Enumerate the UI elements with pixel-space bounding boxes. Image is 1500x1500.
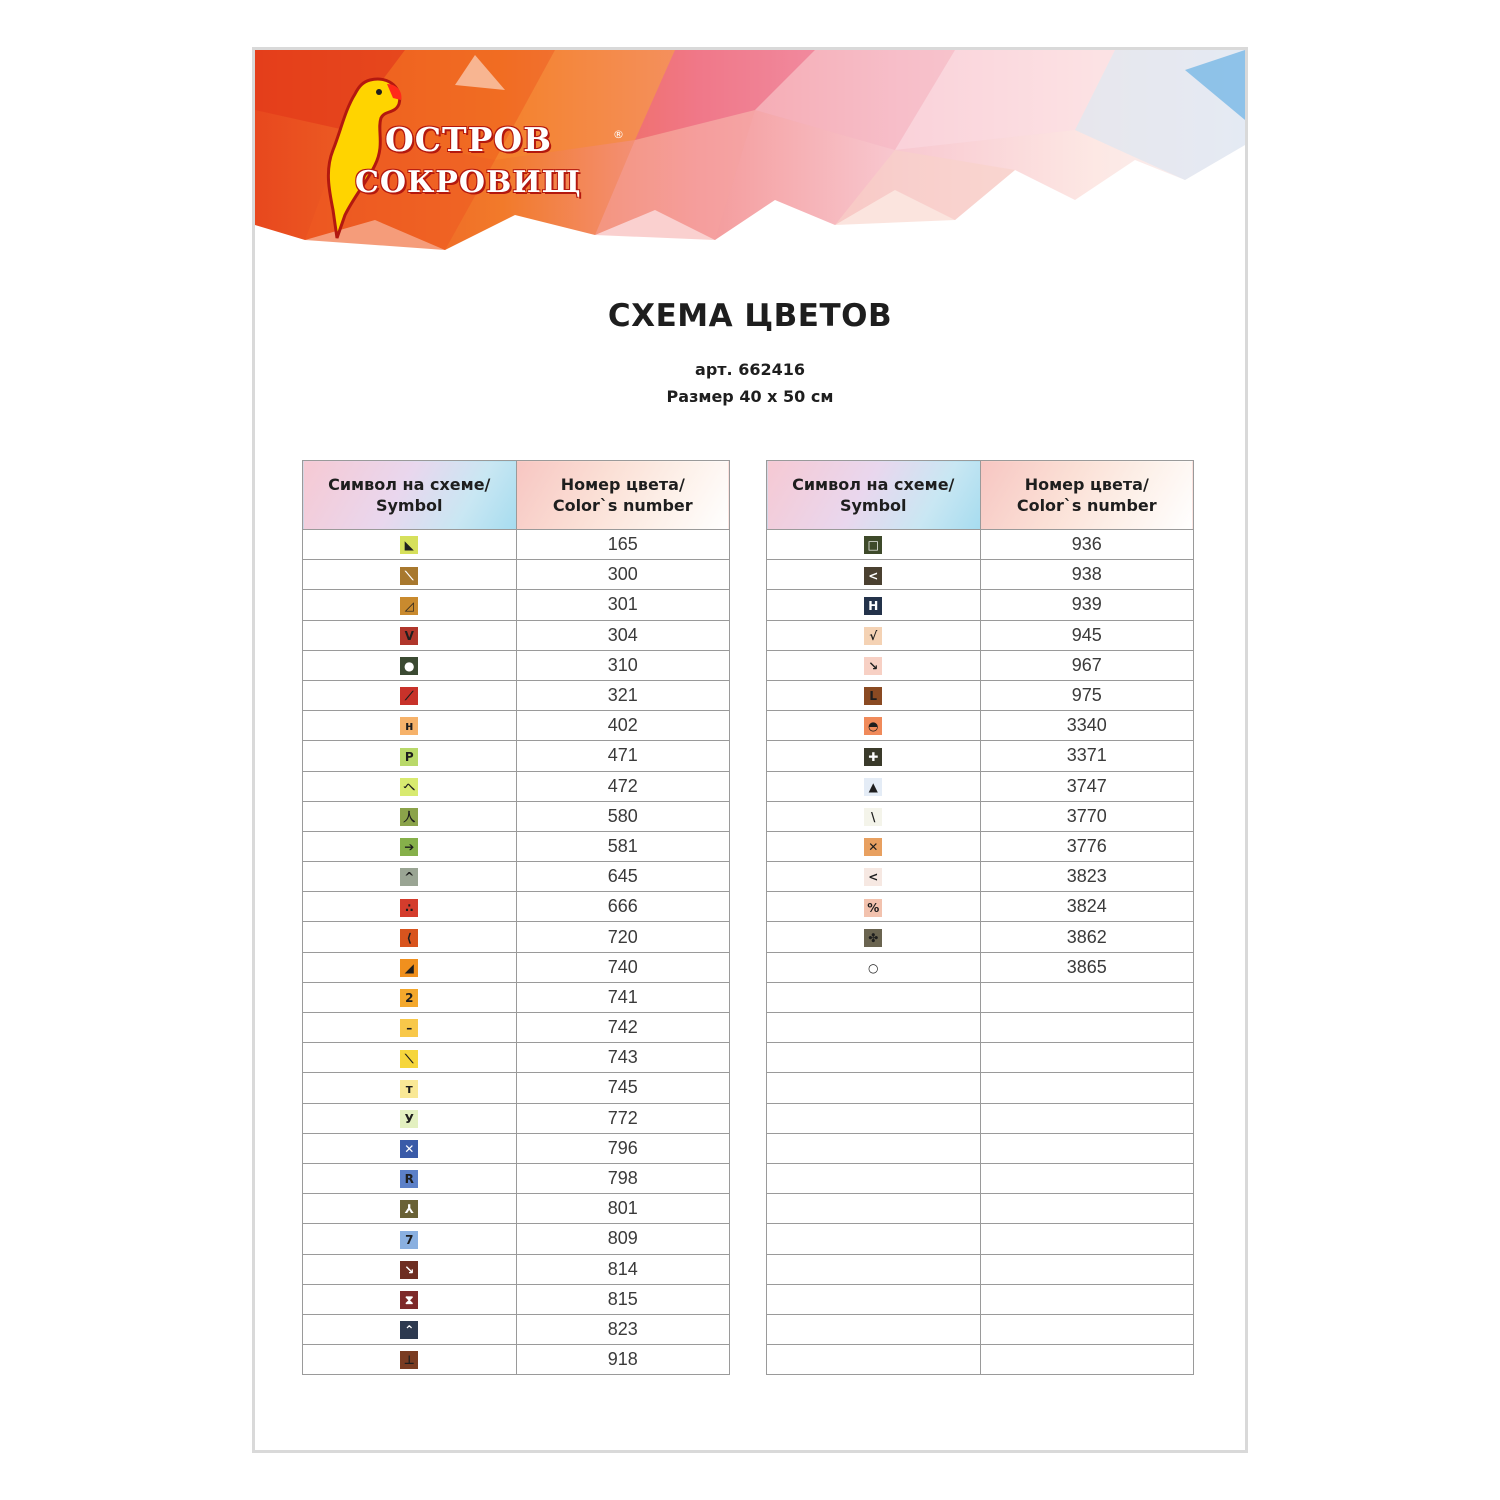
table-row (767, 1194, 1194, 1224)
color-number-cell: 918 (516, 1345, 730, 1375)
color-number-cell: 402 (516, 711, 730, 741)
table-row (303, 590, 730, 620)
color-swatch: ⌃ (400, 1321, 418, 1339)
table-row (303, 982, 730, 1012)
color-swatch: L (864, 687, 882, 705)
color-number-cell: 310 (516, 650, 730, 680)
color-number-cell (980, 1194, 1194, 1224)
symbol-cell (303, 862, 517, 892)
symbol-cell (303, 620, 517, 650)
color-number-cell: 3371 (980, 741, 1194, 771)
table-row (767, 1133, 1194, 1163)
table-row (303, 831, 730, 861)
symbol-cell (303, 922, 517, 952)
color-number-cell (980, 1133, 1194, 1163)
color-number-cell: 300 (516, 560, 730, 590)
table-row (303, 1103, 730, 1133)
table-row (303, 650, 730, 680)
table-row (767, 1314, 1194, 1344)
table-row (303, 862, 730, 892)
symbol-cell (303, 1284, 517, 1314)
table-row (303, 1163, 730, 1193)
table-row (767, 711, 1194, 741)
color-number-cell: 3747 (980, 771, 1194, 801)
symbol-cell (303, 1043, 517, 1073)
color-number-cell: 3776 (980, 831, 1194, 861)
symbol-cell (303, 831, 517, 861)
legend-sheet (252, 47, 1248, 1453)
color-number-cell: 745 (516, 1073, 730, 1103)
color-number-cell: 321 (516, 680, 730, 710)
symbol-cell (303, 1013, 517, 1043)
table-row (767, 771, 1194, 801)
color-number-cell: 645 (516, 862, 730, 892)
page-title: СХЕМА ЦВЕТОВ (607, 298, 893, 334)
brand-logo (315, 70, 635, 250)
symbol-cell (303, 1254, 517, 1284)
color-number-cell: 796 (516, 1133, 730, 1163)
color-number-cell (980, 1254, 1194, 1284)
header-number-ru: Номер цвета/ (1024, 475, 1149, 494)
table-row (767, 1284, 1194, 1314)
symbol-cell (303, 711, 517, 741)
color-swatch: ⟍ (400, 1050, 418, 1068)
symbol-cell (767, 952, 981, 982)
header-number-en: Color`s number (1016, 496, 1157, 515)
color-swatch: < (864, 567, 882, 585)
symbol-cell (767, 650, 981, 680)
color-number-cell: 938 (980, 560, 1194, 590)
color-swatch: \ (864, 808, 882, 826)
header-symbol (767, 461, 981, 530)
symbol-cell (303, 1103, 517, 1133)
color-swatch: H (864, 597, 882, 615)
color-swatch: ∴ (400, 899, 418, 917)
symbol-cell (303, 1163, 517, 1193)
table-row (303, 1345, 730, 1375)
legend-table-left (302, 460, 730, 1375)
table-row (303, 892, 730, 922)
color-number-cell: 939 (980, 590, 1194, 620)
symbol-cell (767, 1073, 981, 1103)
color-number-cell: 301 (516, 590, 730, 620)
symbol-cell (767, 1013, 981, 1043)
table-row (303, 1073, 730, 1103)
color-number-cell: 936 (980, 530, 1194, 560)
color-swatch: 7 (400, 1231, 418, 1249)
symbol-cell (303, 1345, 517, 1375)
table-row (303, 1314, 730, 1344)
color-swatch: ⊥ (400, 1351, 418, 1369)
color-swatch: 人 (400, 808, 418, 826)
symbol-cell (303, 680, 517, 710)
table-row (303, 1043, 730, 1073)
table-row (767, 1043, 1194, 1073)
article-number: арт. 662416 (695, 360, 805, 379)
color-swatch: V (400, 627, 418, 645)
color-number-cell: 3340 (980, 711, 1194, 741)
color-number-cell: 801 (516, 1194, 730, 1224)
color-number-cell: 798 (516, 1163, 730, 1193)
color-swatch: ✤ (864, 929, 882, 947)
color-number-cell (980, 1345, 1194, 1375)
color-number-cell (980, 1284, 1194, 1314)
legend-table-right (766, 460, 1194, 1375)
color-number-cell: 945 (980, 620, 1194, 650)
table-row (303, 952, 730, 982)
color-swatch: ◢ (400, 959, 418, 977)
color-number-cell (980, 1073, 1194, 1103)
color-number-cell: 772 (516, 1103, 730, 1133)
color-number-cell: 3865 (980, 952, 1194, 982)
color-number-cell: 666 (516, 892, 730, 922)
color-number-cell (980, 1163, 1194, 1193)
color-swatch: ➔ (400, 838, 418, 856)
table-row (303, 530, 730, 560)
color-swatch: ○ (864, 959, 882, 977)
symbol-cell (303, 590, 517, 620)
symbol-cell (303, 801, 517, 831)
table-row (303, 1284, 730, 1314)
color-swatch: □ (864, 536, 882, 554)
color-number-cell (980, 1224, 1194, 1254)
table-row (767, 831, 1194, 861)
color-swatch: ⟍ (400, 567, 418, 585)
brand-line2: СОКРОВИЩ (355, 165, 582, 200)
table-row (303, 1254, 730, 1284)
table-row (303, 741, 730, 771)
symbol-cell (767, 831, 981, 861)
symbol-cell (767, 1194, 981, 1224)
color-swatch: ✚ (864, 748, 882, 766)
table-row (767, 952, 1194, 982)
symbol-cell (767, 560, 981, 590)
symbol-cell (767, 1043, 981, 1073)
header-symbol-en: Symbol (375, 496, 443, 515)
table-row (767, 1103, 1194, 1133)
symbol-cell (767, 922, 981, 952)
table-row (303, 1013, 730, 1043)
table-row (767, 982, 1194, 1012)
table-row (767, 922, 1194, 952)
table-row (767, 1345, 1194, 1375)
header-symbol-en: Symbol (839, 496, 907, 515)
table-row (303, 922, 730, 952)
symbol-cell (303, 560, 517, 590)
symbol-cell (303, 1133, 517, 1163)
color-swatch: < (864, 868, 882, 886)
header-number (516, 461, 730, 530)
table-row (303, 1224, 730, 1254)
header-symbol (303, 461, 517, 530)
color-swatch: ◿ (400, 597, 418, 615)
color-number-cell: 304 (516, 620, 730, 650)
color-number-cell: 809 (516, 1224, 730, 1254)
color-swatch: ^ (400, 868, 418, 886)
symbol-cell (303, 650, 517, 680)
canvas-size: Размер 40 x 50 см (666, 387, 834, 406)
color-swatch: R (400, 1170, 418, 1188)
color-swatch: У (400, 1110, 418, 1128)
symbol-cell (767, 711, 981, 741)
color-number-cell: 740 (516, 952, 730, 982)
color-number-cell: 3823 (980, 862, 1194, 892)
color-number-cell: 743 (516, 1043, 730, 1073)
table-row (767, 560, 1194, 590)
color-swatch: √ (864, 627, 882, 645)
table-row (767, 801, 1194, 831)
symbol-cell (303, 771, 517, 801)
color-number-cell (980, 1043, 1194, 1073)
table-row (303, 560, 730, 590)
symbol-cell (767, 1314, 981, 1344)
symbol-cell (303, 741, 517, 771)
symbol-cell (303, 1073, 517, 1103)
table-row (767, 1073, 1194, 1103)
symbol-cell (303, 952, 517, 982)
symbol-cell (767, 1345, 981, 1375)
symbol-cell (767, 1224, 981, 1254)
symbol-cell (767, 801, 981, 831)
table-row (303, 801, 730, 831)
color-number-cell: 165 (516, 530, 730, 560)
color-number-cell: 823 (516, 1314, 730, 1344)
symbol-cell (767, 1284, 981, 1314)
color-number-cell: 3770 (980, 801, 1194, 831)
color-swatch: 2 (400, 989, 418, 1007)
symbol-cell (767, 741, 981, 771)
color-number-cell (980, 982, 1194, 1012)
color-number-cell: 580 (516, 801, 730, 831)
symbol-cell (303, 1224, 517, 1254)
table-row (767, 650, 1194, 680)
table-row (767, 1224, 1194, 1254)
symbol-cell (303, 892, 517, 922)
table-row (303, 711, 730, 741)
color-number-cell: 3862 (980, 922, 1194, 952)
table-row (767, 862, 1194, 892)
color-swatch: – (400, 1019, 418, 1037)
color-number-cell (980, 1013, 1194, 1043)
color-number-cell: 815 (516, 1284, 730, 1314)
symbol-cell (767, 771, 981, 801)
color-swatch: ↘ (400, 1261, 418, 1279)
table-row (767, 590, 1194, 620)
symbol-cell (303, 1194, 517, 1224)
color-swatch: ⧗ (400, 1291, 418, 1309)
symbol-cell (767, 1103, 981, 1133)
color-number-cell: 3824 (980, 892, 1194, 922)
header-symbol-ru: Символ на схеме/ (328, 475, 491, 494)
symbol-cell (767, 1254, 981, 1284)
color-swatch: ⟨ (400, 929, 418, 947)
header-number-en: Color`s number (552, 496, 693, 515)
color-swatch: % (864, 899, 882, 917)
table-row (303, 1194, 730, 1224)
color-swatch: ✕ (864, 838, 882, 856)
table-row (767, 1163, 1194, 1193)
color-swatch: P (400, 748, 418, 766)
symbol-cell (767, 862, 981, 892)
color-swatch: т (400, 1080, 418, 1098)
color-number-cell (980, 1103, 1194, 1133)
table-row (767, 530, 1194, 560)
table-row (303, 771, 730, 801)
color-swatch: ◓ (864, 717, 882, 735)
color-swatch: ▲ (864, 778, 882, 796)
brand-line1: ОСТРОВ (385, 120, 553, 159)
color-number-cell: 720 (516, 922, 730, 952)
color-number-cell (980, 1314, 1194, 1344)
table-row (767, 741, 1194, 771)
color-number-cell: 581 (516, 831, 730, 861)
header-symbol-ru: Символ на схеме/ (792, 475, 955, 494)
registered-mark: ® (613, 128, 624, 141)
symbol-cell (767, 680, 981, 710)
color-number-cell: 814 (516, 1254, 730, 1284)
table-row (767, 620, 1194, 650)
color-number-cell: 742 (516, 1013, 730, 1043)
color-number-cell: 472 (516, 771, 730, 801)
color-swatch: ✕ (400, 1140, 418, 1158)
table-row (767, 680, 1194, 710)
header-number (980, 461, 1194, 530)
symbol-cell (303, 530, 517, 560)
color-swatch: ヘ (400, 778, 418, 796)
color-swatch: ↘ (864, 657, 882, 675)
symbol-cell (303, 1314, 517, 1344)
color-number-cell: 741 (516, 982, 730, 1012)
header-number-ru: Номер цвета/ (560, 475, 685, 494)
color-number-cell: 975 (980, 680, 1194, 710)
color-swatch: н (400, 717, 418, 735)
table-row (303, 1133, 730, 1163)
color-number-cell: 471 (516, 741, 730, 771)
symbol-cell (767, 620, 981, 650)
symbol-cell (767, 530, 981, 560)
table-row (303, 620, 730, 650)
symbol-cell (767, 1133, 981, 1163)
table-row (303, 680, 730, 710)
symbol-cell (767, 590, 981, 620)
table-row (767, 1254, 1194, 1284)
symbol-cell (767, 982, 981, 1012)
color-number-cell: 967 (980, 650, 1194, 680)
table-row (767, 1013, 1194, 1043)
color-swatch: ⟋ (400, 687, 418, 705)
symbol-cell (767, 892, 981, 922)
table-row (767, 892, 1194, 922)
color-swatch: ◣ (400, 536, 418, 554)
symbol-cell (303, 982, 517, 1012)
symbol-cell (767, 1163, 981, 1193)
color-swatch: ⅄ (400, 1200, 418, 1218)
color-swatch: ● (400, 657, 418, 675)
